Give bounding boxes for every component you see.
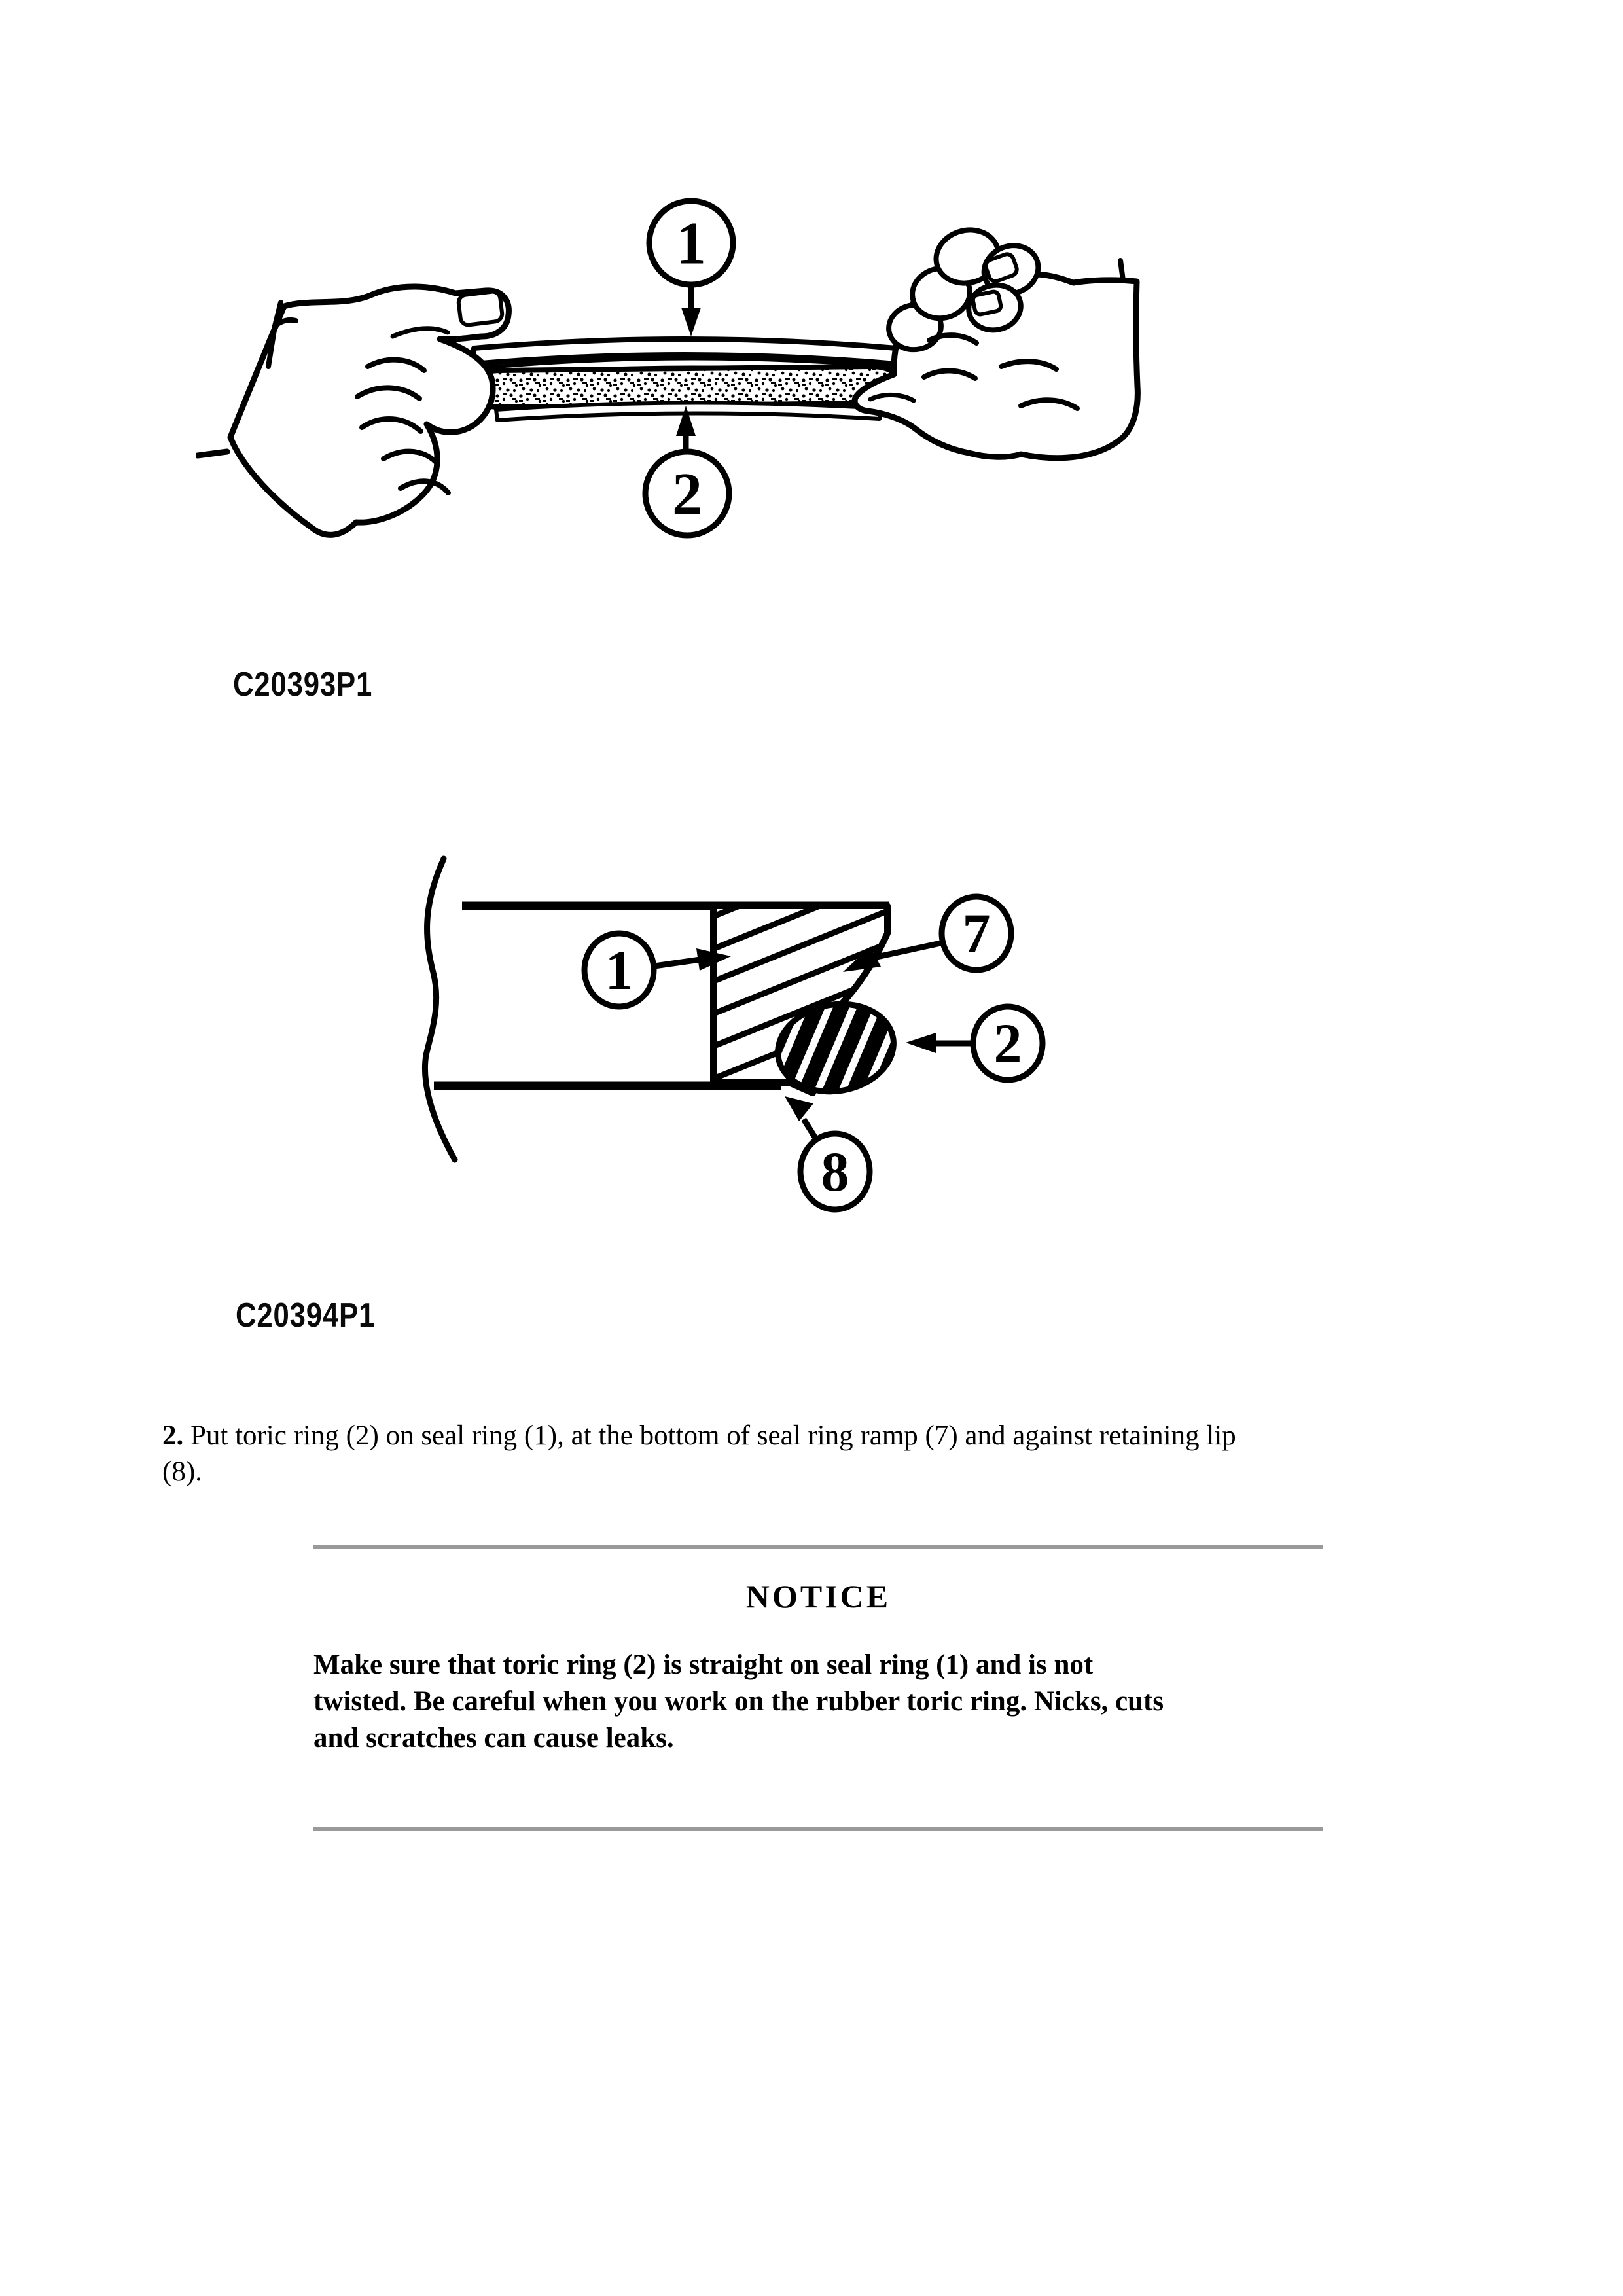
fig2-callout-8-number: 8: [821, 1140, 849, 1204]
right-fingernail-2: [972, 291, 1001, 315]
notice-line-3: and scratches can cause leaks.: [313, 1723, 674, 1753]
fig1-callout-1: [649, 201, 733, 336]
figure2-id-label: C20394P1: [236, 1297, 376, 1335]
fig2-callout-2: [906, 1007, 1043, 1080]
fig2-callout-1-number: 1: [605, 939, 633, 1002]
arrow-down-icon: [681, 308, 701, 336]
step-text: Put toric ring (2) on seal ring (1), at the bottom of seal ring ramp (7) and against retaining lip: [190, 1420, 1236, 1451]
notice-bottom-rule: [313, 1827, 1323, 1831]
notice-line-1: Make sure that toric ring (2) is straight on seal ring (1) and is not: [313, 1649, 1094, 1680]
step-2-line-2: (8).: [162, 1456, 202, 1487]
fig2-callout-8: [785, 1096, 870, 1210]
fig2-callout-2-number: 2: [993, 1012, 1022, 1075]
figure-seal-ring-cross-section: [393, 844, 1086, 1224]
notice-body: [313, 1647, 1374, 1757]
step-number: 2.: [162, 1420, 184, 1451]
notice-title: NOTICE: [745, 1578, 891, 1615]
step-2-line-1: [162, 1418, 1471, 1454]
notice-line-2: twisted. Be careful when you work on the rubber toric ring. Nicks, cuts: [313, 1686, 1164, 1717]
seal-ring-body: [425, 859, 901, 1160]
fig1-callout-2: [645, 406, 729, 535]
notice-top-rule: [313, 1545, 1323, 1549]
fig1-callout-2-number: 2: [672, 460, 702, 528]
left-thumbnail: [457, 291, 503, 325]
figure-hands-stretch-seal-ring: [196, 177, 1211, 596]
figure1-id-label: C20393P1: [233, 666, 373, 704]
fig2-callout-7-number: 7: [962, 902, 991, 965]
arrow-up-left-icon: [785, 1096, 813, 1121]
fig2-callout-1: [584, 933, 731, 1007]
left-hand: [198, 287, 508, 535]
arrow-left-icon: [906, 1033, 936, 1053]
fig1-callout-1-number: 1: [676, 209, 706, 277]
step-2-paragraph: [162, 1418, 1471, 1490]
right-hand: [855, 223, 1137, 458]
break-line: [425, 859, 455, 1160]
